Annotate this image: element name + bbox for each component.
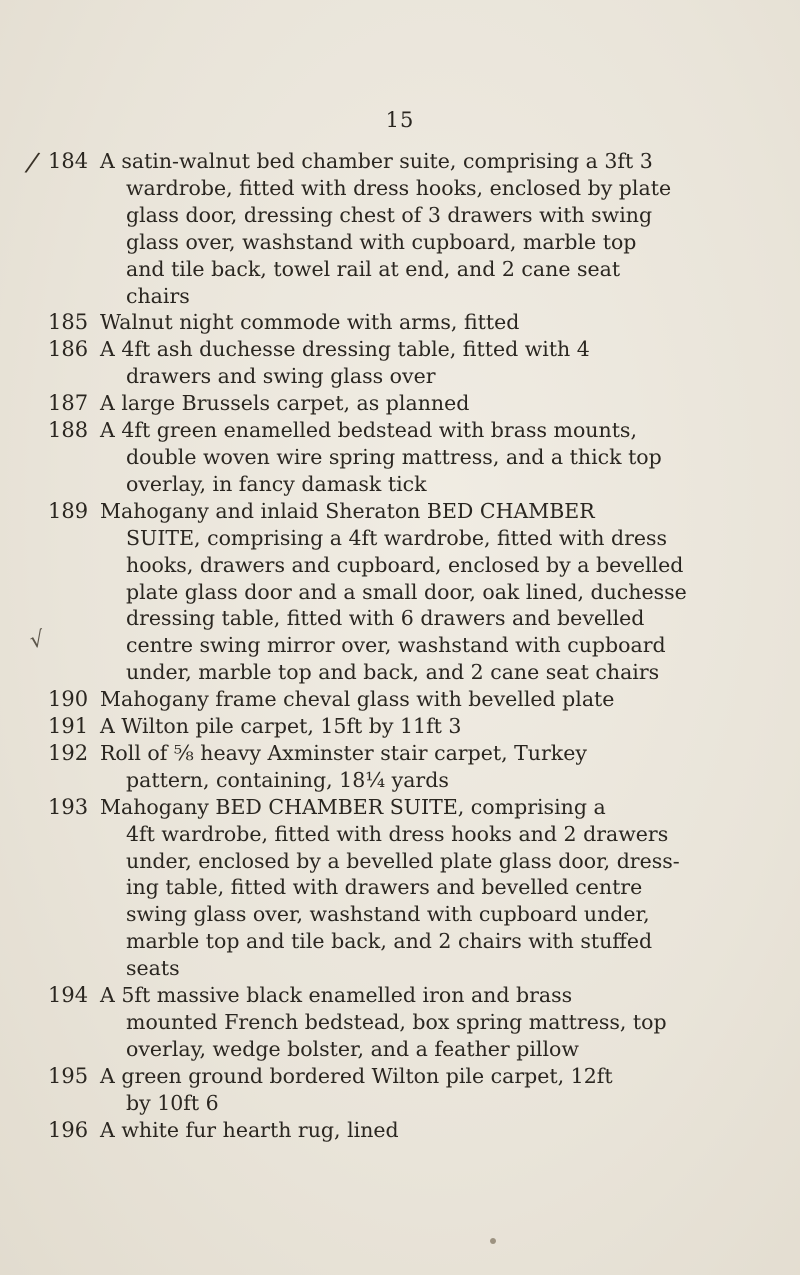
lot-description: [100, 686, 800, 713]
lot-description-line: chairs: [126, 283, 190, 308]
lot-description-line: A green ground bordered Wilton pile carpet, 12ft: [100, 1063, 613, 1088]
page-number: 15: [385, 108, 415, 132]
lot-description-line: SUITE, comprising a 4ft wardrobe, fitted with dress: [126, 525, 668, 550]
lot-description-line: hooks, drawers and cupboard, enclosed by a bevelled: [126, 552, 684, 577]
lot-description: [100, 1063, 800, 1117]
lot-description-line: under, marble top and back, and 2 cane seat chairs: [126, 660, 660, 685]
lot-description-line: A Wilton pile carpet, 15ft by 11ft 3: [100, 714, 462, 739]
lot-entry: [0, 982, 800, 1063]
lot-number: 192: [48, 740, 89, 765]
lot-number: 189: [48, 498, 89, 523]
lot-entry: [0, 148, 800, 309]
lot-description-line: pattern, containing, 18¼ yards: [126, 767, 449, 792]
lot-description-line: A 5ft massive black enamelled iron and brass: [100, 983, 573, 1008]
lot-description: [100, 794, 800, 982]
lot-description-line: A satin-walnut bed chamber suite, comprising a 3ft 3: [100, 149, 653, 173]
lot-description-line: Mahogany and inlaid Sheraton BED CHAMBER: [100, 498, 595, 523]
lot-number: 191: [48, 714, 89, 739]
lot-description: [100, 336, 800, 390]
lot-description: [100, 1117, 800, 1144]
lot-list: [0, 148, 800, 1144]
lot-number: 185: [48, 310, 89, 335]
lot-entry: [0, 740, 800, 794]
lot-number: 188: [48, 418, 89, 443]
lot-description-line: swing glass over, washstand with cupboard under,: [126, 902, 650, 927]
lot-description-line: glass door, dressing chest of 3 drawers with swing: [126, 202, 653, 227]
lot-description: [100, 982, 800, 1063]
ink-spot-icon: [490, 1238, 496, 1244]
lot-number: 195: [48, 1063, 89, 1088]
lot-description-line: mounted French bedstead, box spring mattress, top: [126, 1010, 667, 1034]
lot-description-line: A 4ft green enamelled bedstead with brass mounts,: [100, 418, 637, 443]
margin-tick-mark-icon: √: [27, 626, 47, 655]
lot-description-line: glass over, washstand with cupboard, marble top: [126, 229, 637, 254]
lot-number: 196: [48, 1117, 89, 1142]
lot-description-line: 4ft wardrobe, fitted with dress hooks and 2 drawers: [126, 821, 669, 846]
lot-description-line: by 10ft 6: [126, 1090, 219, 1115]
lot-description-line: wardrobe, fitted with dress hooks, enclosed by plate: [126, 175, 672, 200]
lot-description: [100, 417, 800, 498]
lot-description-line: seats: [126, 956, 180, 981]
lot-entry: [0, 794, 800, 982]
lot-description-line: ing table, fitted with drawers and bevelled centre: [126, 875, 643, 900]
lot-description: [100, 498, 800, 686]
lot-entry: [0, 686, 800, 713]
lot-entry: [0, 1063, 800, 1117]
lot-number: 194: [48, 983, 89, 1008]
lot-description-line: A 4ft ash duchesse dressing table, fitted with 4: [100, 337, 590, 362]
lot-entry: [0, 390, 800, 417]
lot-entry: [0, 498, 800, 686]
lot-description: [100, 148, 800, 309]
lot-description-line: Roll of ⅝ heavy Axminster stair carpet, Turkey: [100, 740, 587, 765]
lot-description-line: under, enclosed by a bevelled plate glass door, dress-: [126, 848, 680, 873]
lot-entry: [0, 309, 800, 336]
lot-description-line: marble top and tile back, and 2 chairs with stuffed: [126, 929, 653, 954]
lot-number: 190: [48, 687, 89, 712]
lot-entry: [0, 336, 800, 390]
lot-description-line: Walnut night commode with arms, fitted: [100, 310, 520, 335]
lot-number: 187: [48, 391, 89, 416]
lot-description-line: dressing table, fitted with 6 drawers and bevelled: [126, 606, 645, 631]
lot-description-line: double woven wire spring mattress, and a thick top: [126, 444, 662, 469]
lot-description-line: overlay, in fancy damask tick: [126, 471, 427, 496]
lot-description-line: Mahogany frame cheval glass with bevelled plate: [100, 687, 615, 712]
lot-number: 193: [48, 794, 89, 819]
lot-description-line: A white fur hearth rug, lined: [100, 1117, 399, 1142]
lot-description-line: drawers and swing glass over: [126, 364, 436, 389]
lot-description-line: and tile back, towel rail at end, and 2 cane seat: [126, 256, 621, 281]
lot-description-line: plate glass door and a small door, oak lined, duchesse: [126, 579, 687, 604]
lot-entry: [0, 417, 800, 498]
lot-description-line: Mahogany BED CHAMBER SUITE, comprising a: [100, 794, 606, 819]
lot-description: [100, 309, 800, 336]
lot-description-line: A large Brussels carpet, as planned: [100, 391, 470, 416]
lot-description-line: overlay, wedge bolster, and a feather pillow: [126, 1036, 579, 1061]
lot-entry: [0, 1117, 800, 1144]
lot-description: [100, 390, 800, 417]
lot-number: 186: [48, 337, 89, 362]
lot-entry: [0, 713, 800, 740]
lot-number: 184: [48, 149, 89, 173]
margin-check-mark-icon: /: [25, 147, 39, 179]
lot-description: [100, 713, 800, 740]
lot-description: [100, 740, 800, 794]
lot-description-line: centre swing mirror over, washstand with cupboard: [126, 633, 666, 658]
